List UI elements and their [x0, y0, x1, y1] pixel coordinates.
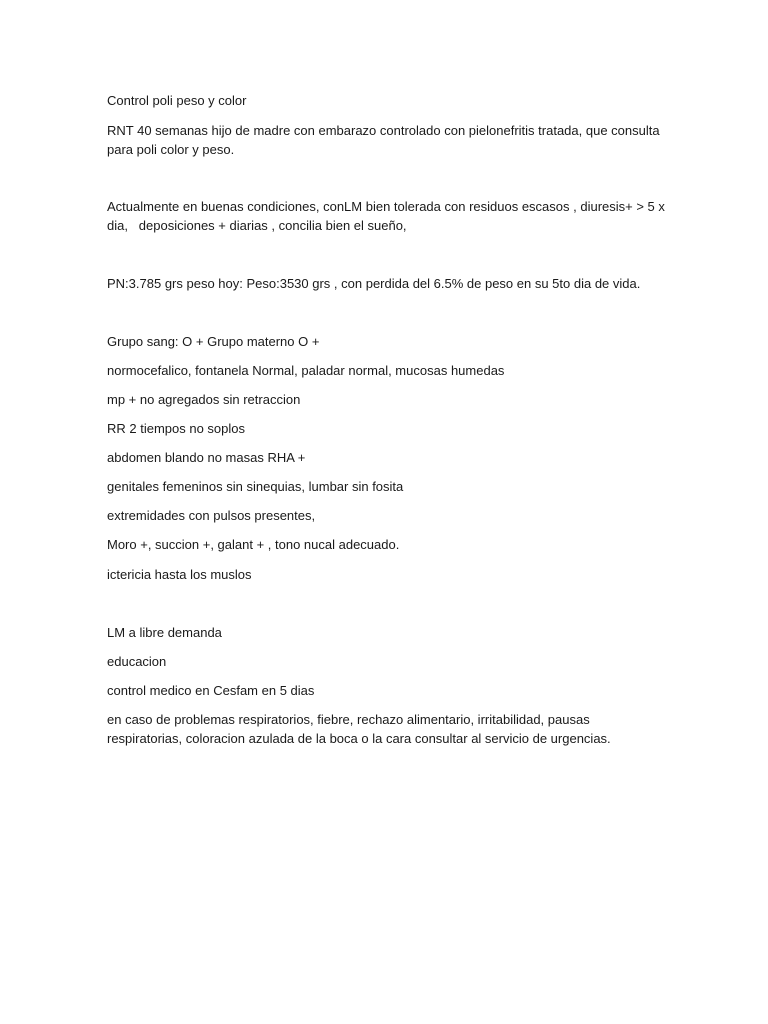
- plan-line-feeding: LM a libre demanda: [107, 625, 222, 640]
- weight-paragraph: PN:3.785 grs peso hoy: Peso:3530 grs , con perdida del 6.5% de peso en su 5to dia de vida.: [107, 276, 641, 291]
- plan-line-warning: en caso de problemas respiratorios, fiebre, rechazo alimentario, irritabilidad, pausas respiratorias, coloracion azulada de la boca o la cara consultar al servicio de urgencias.: [107, 712, 611, 746]
- intro-paragraph: RNT 40 semanas hijo de madre con embarazo controlado con pielonefritis tratada, que consulta para poli color y peso.: [107, 123, 664, 157]
- exam-line-jaundice: ictericia hasta los muslos: [107, 567, 252, 582]
- exam-line-blood-group: Grupo sang: O + Grupo materno O +: [107, 334, 320, 349]
- document-title: Control poli peso y color: [107, 93, 247, 108]
- exam-line-abdomen: abdomen blando no masas RHA +: [107, 450, 306, 465]
- exam-line-genitals: genitales femeninos sin sinequias, lumbar sin fosita: [107, 479, 404, 494]
- status-paragraph: Actualmente en buenas condiciones, conLM bien tolerada con residuos escasos , diuresis+ > 5 x dia, deposiciones + diarias , concilia bien el sueño,: [107, 199, 669, 233]
- exam-line-lungs: mp + no agregados sin retraccion: [107, 392, 301, 407]
- exam-line-extremities: extremidades con pulsos presentes,: [107, 508, 316, 523]
- plan-line-followup: control medico en Cesfam en 5 dias: [107, 683, 315, 698]
- exam-line-heart: RR 2 tiempos no soplos: [107, 421, 246, 436]
- exam-line-head: normocefalico, fontanela Normal, paladar normal, mucosas humedas: [107, 363, 505, 378]
- plan-line-education: educacion: [107, 654, 167, 669]
- exam-line-reflexes: Moro +, succion +, galant + , tono nucal adecuado.: [107, 537, 400, 552]
